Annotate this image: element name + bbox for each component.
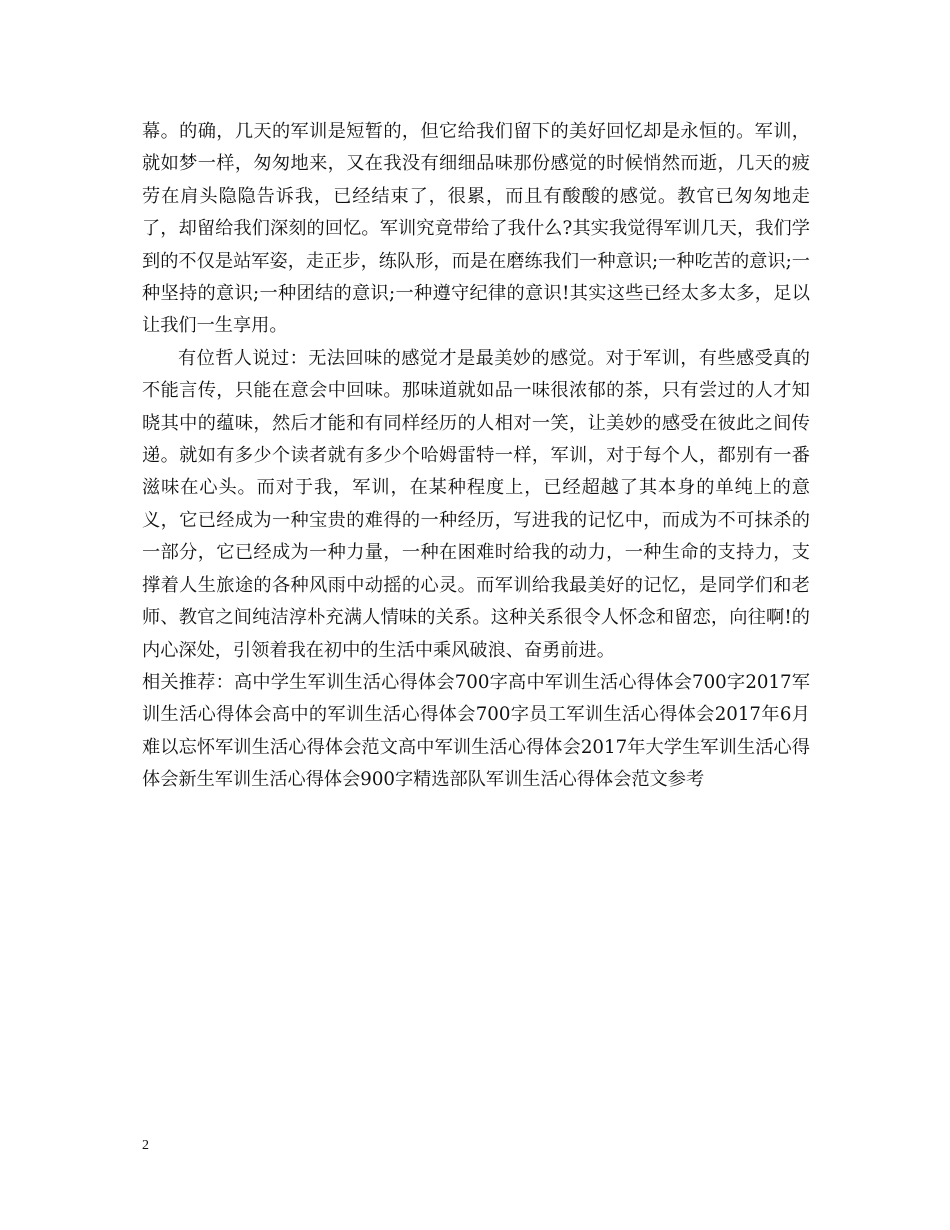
related-recommendations: 相关推荐：高中学生军训生活心得体会700字高中军训生活心得体会700字2017军训生活心得体会高中的军训生活心得体会700字员工军训生活心得体会2017年6月难以忘怀军训生活心得体会范文高中军训生活心得体会2017年大学生军训生活心得体会新生军训生活心得体会900字精选部队军训生活心得体会范文参考 bbox=[142, 671, 810, 791]
page-number: 2 bbox=[142, 1138, 149, 1153]
paragraph-philosopher-reflection: 有位哲人说过：无法回味的感觉才是最美妙的感觉。对于军训，有些感受真的不能言传，只能在意会中回味。那味道就如品一味很浓郁的茶，只有尝过的人才知晓其中的蕴味，然后才能和有同样经历的人相对一笑，让美妙的感受在彼此之间传递。就如有多少个读者就有多少个哈姆雷特一样，军训，对于每个人，都别有一番滋味在心头。而对于我，军训，在某种程度上，已经超越了其本身的单纯上的意义，它已经成为一种宝贵的难得的一种经历，写进我的记忆中，而成为不可抹杀的一部分，它已经成为一种力量，一种在困难时给我的动力，一种生命的支持力，支撑着人生旅途的各种风雨中动摇的心灵。而军训给我最美好的记忆，是同学们和老师、教官之间纯洁淳朴充满人情味的关系。这种关系很令人怀念和留恋，向往啊!的内心深处，引领着我在初中的生活中乘风破浪、奋勇前进。 bbox=[142, 347, 810, 661]
paragraph-military-training-memories: 幕。的确，几天的军训是短暂的，但它给我们留下的美好回忆却是永恒的。军训，就如梦一样，匆匆地来，又在我没有细细品味那份感觉的时候悄然而逝，几天的疲劳在肩头隐隐告诉我，已经结束了，很累，而且有酸酸的感觉。教官已匆匆地走了，却留给我们深刻的回忆。军训究竟带给了我什么?其实我觉得军训几天，我们学到的不仅是站军姿，走正步，练队形，而是在磨练我们一种意识;一种吃苦的意识;一种坚持的意识;一种团结的意识;一种遵守纪律的意识!其实这些已经太多太多，足以让我们一生享用。 bbox=[142, 121, 810, 337]
document-body bbox=[142, 116, 810, 797]
